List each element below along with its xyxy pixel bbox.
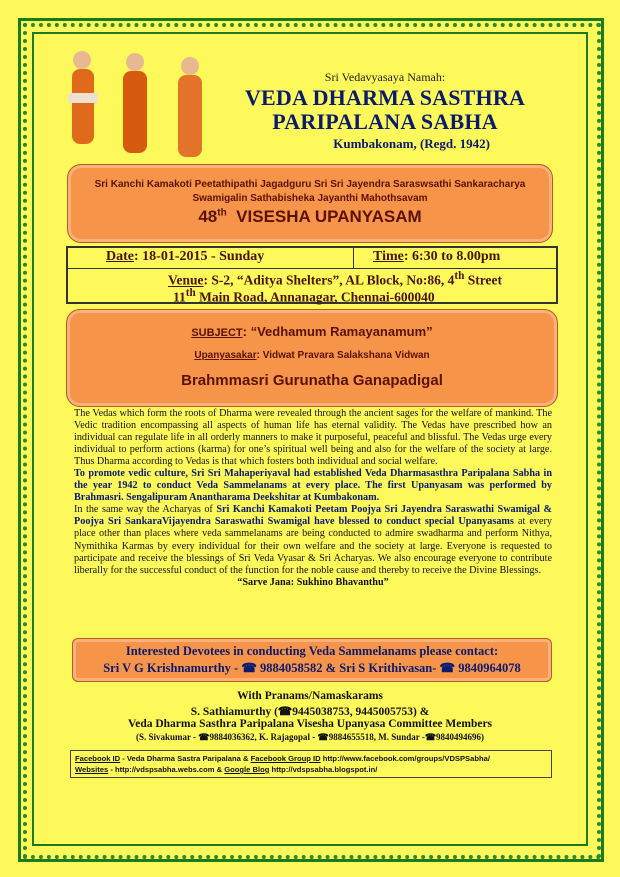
time-label: Time [373,249,404,264]
saint-figure-2 [123,53,147,153]
time-field [373,249,500,265]
google-blog-link[interactable]: Google Blog [224,765,270,774]
body-text [74,408,552,589]
facebook-id-link[interactable]: Facebook ID [75,754,121,763]
subject-line [67,324,557,339]
contact-box [72,638,552,682]
signoff-greeting: With Pranams/Namaskarams [237,690,383,702]
contact-phones: Sri V G Krishnamurthy - ☎ 9884058582 & Sri S Krithivasan- ☎ 9840964078 [103,661,521,675]
websites-link[interactable]: Websites [75,765,109,774]
saint-figure-3 [178,57,202,157]
venue-line1: Venue: S-2, “Aditya Shelters”, AL Block, No:86, 4th Street [168,270,503,288]
subject-title: : “Vedhamum Ramayanamum” [242,324,433,339]
paragraph: The Vedas which form the roots of Dharma were revealed through the ancient sages for the welfare of mankind. The Vedic tradition encompassing all aspects of human life has eternal validity. The Vedas have prescribed how an individual can regulate life in all orderly manners to make it purposeful, peaceful and blissful. The Vedas urge every individual to perform actions (karma) for one’s spiritual well being and also for the welfare of the society at large. Thus Dharma according to Vedas is that which fosters both individual and social welfare. [74,408,552,468]
speaker-name: Brahmmasri Gurunatha Ganapadigal [181,372,443,389]
org-title-line2: PARIPALANA SABHA [272,109,498,134]
event-banner [67,164,553,243]
invocation: Sri Vedavyasaya Namah: [324,70,446,84]
date-venue-box [66,246,558,304]
signoff-committee: Veda Dharma Sasthra Paripalana Visesha Upanyasa Committee Members [127,718,493,730]
signoff-members: (S. Sivakumar - ☎9884036362, K. Rajagopal - ☎9884655518, M. Sundar -☎9840494696) [135,732,485,742]
upanyasakar-line: Upanyasakar: Vidwat Pravara Salakshana Vidwan [194,350,430,361]
links-box [70,750,552,778]
contact-heading: Interested Devotees in conducting Veda Sammelanams please contact: [125,644,499,658]
upanyasakar-label: Upanyasakar [194,350,257,361]
paragraph: To promote vedic culture, Sri Sri Mahaperiyaval had established Veda Dharmasasthra Paripalana Sabha in the year 1942 to conduct Veda Sammelanams at every place. The first Upanyasam was performed by Brahmasri. Sengalipuram Anantharama Deekshitar at Kumbakonam. [74,468,552,504]
org-title-line1: VEDA DHARMA SASTHRA [244,85,526,110]
facebook-group-link[interactable]: Facebook Group ID [250,754,321,763]
date-value: : 18-01-2015 - Sunday [134,249,265,264]
org-title [220,86,550,134]
saint-figure-1 [68,51,98,144]
divider [353,248,354,268]
org-location: Kumbakonam, (Regd. 1942) [333,136,490,151]
signoff-name: S. Sathiamurthy (☎9445038753, 9445005753) & [190,706,430,718]
facebook-links: Facebook ID - Veda Dharma Sastra Paripalana & Facebook Group ID http://www.facebook.com/groups/VDSPSabha/ [75,754,490,763]
web-links: Websites - http://vdspsabha.webs.com & Google Blog http://vdspsabha.blogspot.in/ [75,765,378,774]
event-number: 48 [198,207,218,226]
event-line2: Swamigalin Sathabisheka Jayanthi Mahothsavam [192,193,428,204]
subject-label: SUBJECT [191,327,243,339]
event-number-suffix: th [217,207,227,219]
time-value: : 6:30 to 8.00pm [403,249,501,264]
paragraph: In the same way the Acharyas of Sri Kanchi Kamakoti Peetam Poojya Sri Jayendra Saraswathi Swamigal & Poojya Sri SankaraVijayendra Saraswathi Swamigal have blessed to conduct special Upanyasams at every place other than places where veda sammelanams are being conducted to admire swadharma and perform Nithya, Nymithika Karmas by every individual for their own welfare and the society at large. Everyone is requested to participate and receive the blessings of Sri Veda Vyasar & Sri Acharyas. We also encourage everyone to contribute liberally for the successful conduct of the function for the noble cause and thereby to receive the Divine Blessings. [74,504,552,576]
saints-image [50,38,230,168]
date-label: Date [106,249,134,264]
event-name: VISESHA UPANYASAM [236,207,422,226]
date-field [106,249,264,265]
motto: “Sarve Jana: Sukhino Bhavanthu” [237,576,389,588]
divider [68,268,556,269]
subject-box [66,309,558,407]
event-line1: Sri Kanchi Kamakoti Peetathipathi Jagadguru Sri Sri Jayendra Saraswsathi Sankaracharya [94,179,526,190]
venue-label: Venue [168,272,204,288]
event-title [68,207,552,227]
venue-line2: 11th Main Road, Annanagar, Chennai-600040 [173,287,435,305]
